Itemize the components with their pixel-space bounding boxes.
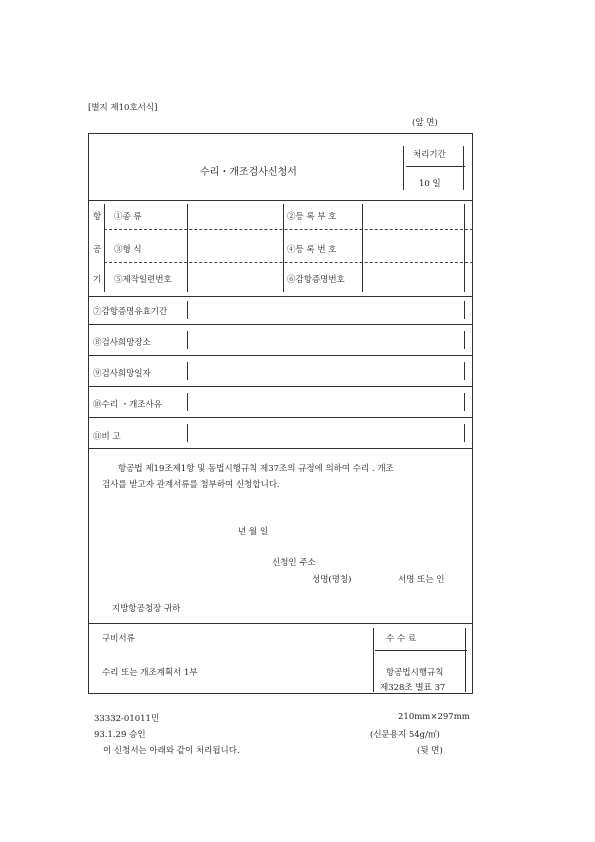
rule-row8 <box>88 355 473 356</box>
addressee: 지방항공청장 귀하 <box>112 604 181 614</box>
fee-rule-line-2: 제328조 별표 37 <box>380 683 446 693</box>
field-inspection-date-label: ⑨검사희망일자 <box>93 369 151 379</box>
fee-label: 수 수 료 <box>386 634 417 644</box>
application-date: 년 월 일 <box>238 527 269 537</box>
rule-row7 <box>88 324 473 325</box>
rule-aircraft-1 <box>104 229 473 230</box>
field-airworthiness-number-label: ⑥감항증명번호 <box>287 275 345 285</box>
field-serial-label: ⑤제작일련번호 <box>114 275 172 285</box>
airworthiness-number-input[interactable] <box>364 267 462 289</box>
rule-after-title <box>88 200 473 201</box>
side-label-3: 기 <box>93 275 102 285</box>
serial-input[interactable] <box>189 267 281 289</box>
approval-date: 93.1.29 승인 <box>94 730 146 740</box>
form-left-edge <box>88 133 89 693</box>
applicant-address-input[interactable] <box>330 552 460 568</box>
field-registration-number-label: ④등 록 번 호 <box>287 245 337 255</box>
declaration-line-1: 항공법 제19조제1항 및 동법시행규칙 제37조의 규정에 의하여 수리 . 개조 <box>118 464 394 474</box>
inspection-date-input[interactable] <box>189 361 462 381</box>
airworthiness-validity-input[interactable] <box>189 300 462 320</box>
fee-rule-line-1: 항공법시행규칙 <box>386 668 444 678</box>
type-input[interactable] <box>189 204 281 226</box>
documents-divider <box>373 628 374 692</box>
declaration-line-2: 검사를 받고자 관계서류를 첨부하여 신청합니다. <box>102 480 280 490</box>
remarks-input[interactable] <box>189 423 462 443</box>
processing-period-value: 10 일 <box>419 179 441 189</box>
paper-size: 210mm×297mm <box>398 712 470 722</box>
field-inspection-place-label: ⑧검사희망장소 <box>93 338 151 348</box>
registration-number-input[interactable] <box>364 236 462 258</box>
side-label-1: 항 <box>93 212 102 222</box>
rule-aircraft-2 <box>104 262 473 263</box>
processing-note: 이 신청서는 아래와 같이 처리됩니다. <box>103 746 240 756</box>
side-label-2: 공 <box>93 245 102 255</box>
reason-input[interactable] <box>189 392 462 412</box>
form-code: 33332-01011민 <box>94 714 160 724</box>
documents-item: 수리 또는 개조계획서 1부 <box>102 668 198 678</box>
rule-after-aircraft <box>88 296 473 297</box>
signature-label: 서명 또는 인 <box>398 575 445 585</box>
field-reason-label: ⑩수리 ・개조사유 <box>93 400 162 410</box>
documents-label: 구비서류 <box>102 634 135 644</box>
rule-before-documents <box>88 623 473 624</box>
rule-row10 <box>88 417 473 418</box>
field-type-label: ①종 류 <box>114 212 142 222</box>
rule-bottom <box>88 693 473 694</box>
applicant-name-label: 성명(명칭) <box>312 575 352 585</box>
field-registration-mark-label: ②등 록 부 호 <box>287 212 337 222</box>
applicant-address-label: 신청인 주소 <box>272 558 316 568</box>
model-input[interactable] <box>189 236 281 258</box>
field-model-label: ③형 식 <box>114 245 142 255</box>
rule-top <box>88 133 473 134</box>
field-airworthiness-validity-label: ⑦감항증명유효기간 <box>93 307 168 317</box>
front-side-mark: (앞 면) <box>412 118 438 128</box>
registration-mark-input[interactable] <box>364 204 462 226</box>
form-reference: [별지 제10호서식] <box>88 103 158 113</box>
processing-period-label: 처리기간 <box>413 150 446 160</box>
form-right-edge <box>472 133 473 693</box>
back-side-mark: (뒷 면) <box>417 746 443 756</box>
form-title: 수리・개조검사신청서 <box>200 167 297 178</box>
rule-row9 <box>88 386 473 387</box>
paper-spec: (신문용지 54g/㎡) <box>370 730 440 740</box>
aircraft-side-divider <box>104 204 105 292</box>
rule-row11 <box>88 448 473 449</box>
processing-divider <box>403 146 404 190</box>
field-remarks-label: ⑪비 고 <box>93 432 121 442</box>
inspection-place-input[interactable] <box>189 330 462 350</box>
